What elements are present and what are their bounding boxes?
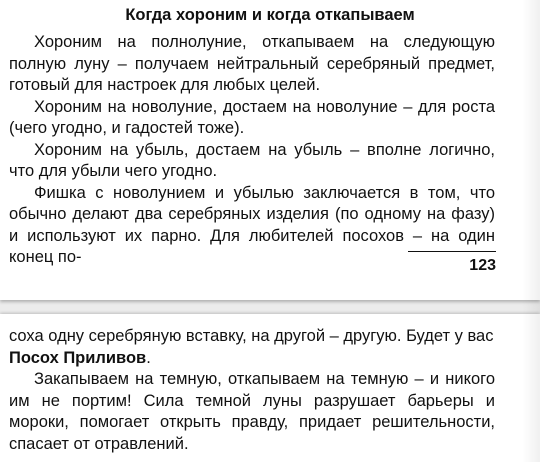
paragraph-full-moon: Хороним на полнолуние, откапываем на следующую полную луну – получаем нейтральный серебряный предмет, готовый для настроек для любых целей. — [9, 33, 495, 94]
paragraph-new-moon: Хороним на новолуние, достаем на новолуние – для роста (чего угодно, и гадостей тоже). — [9, 97, 495, 137]
paragraph-dark-moon: Закапываем на темную, откапываем на темную – и никого им не портим! Сила темной луны разрушает барьеры и мороки, помогает открыть правду, придает решительности, спасает от отравлений. — [9, 370, 495, 453]
section-title: Когда хороним и когда откапываем — [125, 6, 415, 24]
paragraph-two-items: Фишка с новолунием и убылью заключается в том, что обычно делают два серебряных изделия (по одному на фазу) и используют их парно. Для любителей посохов – на один конец по- — [9, 183, 495, 266]
page-bottom-body — [9, 326, 495, 455]
paragraph-waning-moon: Хороним на убыль, достаем на убыль – вполне логично, что для убыли чего угодно. — [9, 140, 495, 180]
continuation-text: соха одну серебряную вставку, на другой – другую. Будет у вас — [9, 327, 494, 345]
page-number: 123 — [469, 257, 496, 274]
page-edge-shadow — [522, 0, 540, 462]
page-top-body — [9, 32, 495, 269]
bold-suffix: . — [146, 348, 151, 367]
continuation-paragraph — [9, 326, 495, 369]
staff-name-bold: Посох Приливов — [9, 348, 147, 367]
